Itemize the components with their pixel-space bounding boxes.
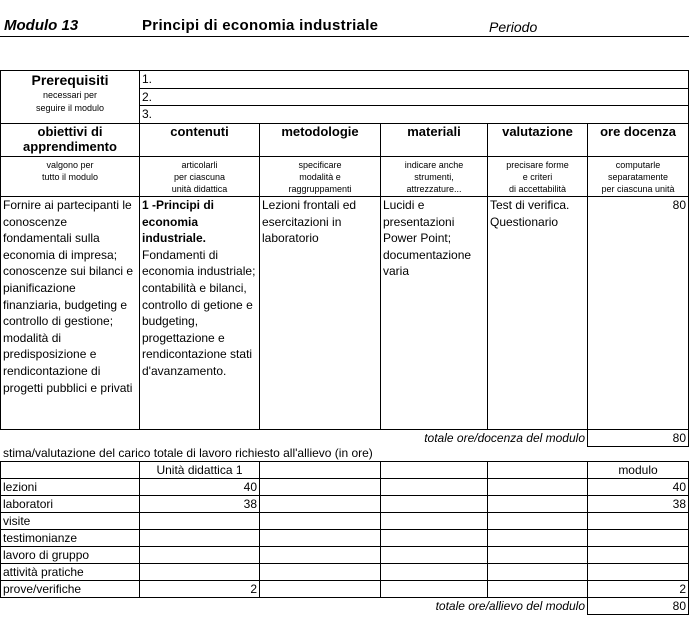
workload-empty-cell: [488, 581, 588, 598]
prerequisite-3[interactable]: 3.: [140, 106, 689, 124]
workload-empty-col: [488, 462, 588, 479]
workload-title: stima/valutazione del carico totale di lavoro richiesto all'allievo (in ore): [3, 446, 373, 460]
prerequisites-header: [1, 71, 140, 124]
total-docenza-value: 80: [588, 430, 689, 447]
workload-empty-cell: [488, 547, 588, 564]
workload-row-label: lavoro di gruppo: [1, 547, 140, 564]
workload-empty-cell: [381, 496, 488, 513]
col-header-contenuti: contenuti: [140, 124, 260, 157]
workload-row-label: lezioni: [1, 479, 140, 496]
col-header-valutazione: valutazione: [488, 124, 588, 157]
obiettivi-text: Fornire ai partecipanti le conoscenze fondamentali sulla economia di impresa; conoscenze sui bilanci e pianificazione finanziaria, budgeting e controllo di gestione; modalità di predisposizione e rendicontazione di progetti pubblici e privati: [1, 197, 140, 430]
workload-empty-cell: [260, 547, 381, 564]
workload-empty-cell: [381, 513, 488, 530]
workload-row-unit: [140, 547, 260, 564]
workload-empty-cell: [260, 496, 381, 513]
col-header-materiali: materiali: [381, 124, 488, 157]
workload-row-label: prove/verifiche: [1, 581, 140, 598]
workload-empty-cell: [488, 564, 588, 581]
workload-empty-cell: [260, 581, 381, 598]
workload-row-unit: [140, 513, 260, 530]
workload-row-modulo: 2: [588, 581, 689, 598]
valutazione-text: Test di verifica. Questionario: [488, 197, 588, 430]
workload-modulo-header: modulo: [588, 462, 689, 479]
module-table: [0, 70, 689, 447]
contenuti-cell: [140, 197, 260, 430]
workload-empty-cell: [381, 479, 488, 496]
workload-empty-cell: [260, 530, 381, 547]
workload-empty-cell: [381, 547, 488, 564]
prerequisites-sub1: necessari per: [42, 90, 98, 100]
workload-row-modulo: 38: [588, 496, 689, 513]
total-docenza-label: totale ore/docenza del modulo: [1, 430, 588, 447]
col-header-metodologie: metodologie: [260, 124, 381, 157]
workload-row-label: attività pratiche: [1, 564, 140, 581]
col-sub-ore-docenza: computarle separatamente per ciascuna unità: [588, 157, 689, 197]
col-sub-metodologie: specificare modalità e raggruppamenti: [260, 157, 381, 197]
workload-total-label: totale ore/allievo del modulo: [435, 599, 585, 613]
workload-empty-cell: [260, 513, 381, 530]
workload-empty-cell: [381, 581, 488, 598]
workload-empty-cell: [260, 479, 381, 496]
prerequisite-1[interactable]: 1.: [140, 71, 689, 89]
workload-row-unit: [140, 530, 260, 547]
workload-unit-header: Unità didattica 1: [140, 462, 260, 479]
prerequisite-2[interactable]: 2.: [140, 88, 689, 106]
workload-row-unit: [140, 564, 260, 581]
contenuti-unit-title: 1 -Principi di economia industriale.: [142, 198, 215, 246]
workload-row-modulo: [588, 513, 689, 530]
workload-empty-cell: [381, 530, 488, 547]
workload-empty-cell: [260, 564, 381, 581]
workload-row-modulo: [588, 564, 689, 581]
workload-empty-col: [381, 462, 488, 479]
workload-empty-cell: [488, 530, 588, 547]
module-title: Principi di economia industriale: [142, 17, 379, 34]
workload-corner: [1, 462, 140, 479]
prerequisites-sub2: seguire il modulo: [35, 103, 105, 113]
workload-row-modulo: [588, 547, 689, 564]
workload-empty-col: [260, 462, 381, 479]
contenuti-text: Fondamenti di economia industriale; contabilità e bilanci, controllo di getione e budgeting, progettazione e rendicontazione stati d'avanzamento.: [142, 247, 256, 378]
col-sub-valutazione: precisare forme e criteri di accettabilità: [488, 157, 588, 197]
metodologie-text: Lezioni frontali ed esercitazioni in laboratorio: [260, 197, 381, 430]
col-sub-obiettivi: valgono per tutto il modulo: [1, 157, 140, 197]
workload-row-label: laboratori: [1, 496, 140, 513]
workload-empty-cell: [488, 496, 588, 513]
workload-row-modulo: 40: [588, 479, 689, 496]
col-header-obiettivi: obiettivi di apprendimento: [1, 124, 140, 157]
col-header-ore-docenza: ore docenza: [588, 124, 689, 157]
workload-empty-cell: [381, 564, 488, 581]
workload-row-unit: 38: [140, 496, 260, 513]
workload-row-label: testimonianze: [1, 530, 140, 547]
workload-row-unit: 2: [140, 581, 260, 598]
workload-row-label: visite: [1, 513, 140, 530]
workload-table: [0, 461, 689, 615]
ore-docenza-value: 80: [588, 197, 689, 430]
workload-row-modulo: [588, 530, 689, 547]
module-number: Modulo 13: [4, 17, 79, 34]
workload-row-unit: 40: [140, 479, 260, 496]
period-label: Periodo: [489, 19, 538, 35]
col-sub-materiali: indicare anche strumenti, attrezzature...: [381, 157, 488, 197]
workload-empty-cell: [488, 479, 588, 496]
prerequisites-title: Prerequisiti: [31, 72, 109, 88]
col-sub-contenuti: articolarli per ciascuna unità didattica: [140, 157, 260, 197]
header-rule: [0, 36, 689, 37]
workload-total-value: 80: [588, 598, 689, 615]
materiali-text: Lucidi e presentazioni Power Point; documentazione varia: [381, 197, 488, 430]
workload-empty-cell: [488, 513, 588, 530]
